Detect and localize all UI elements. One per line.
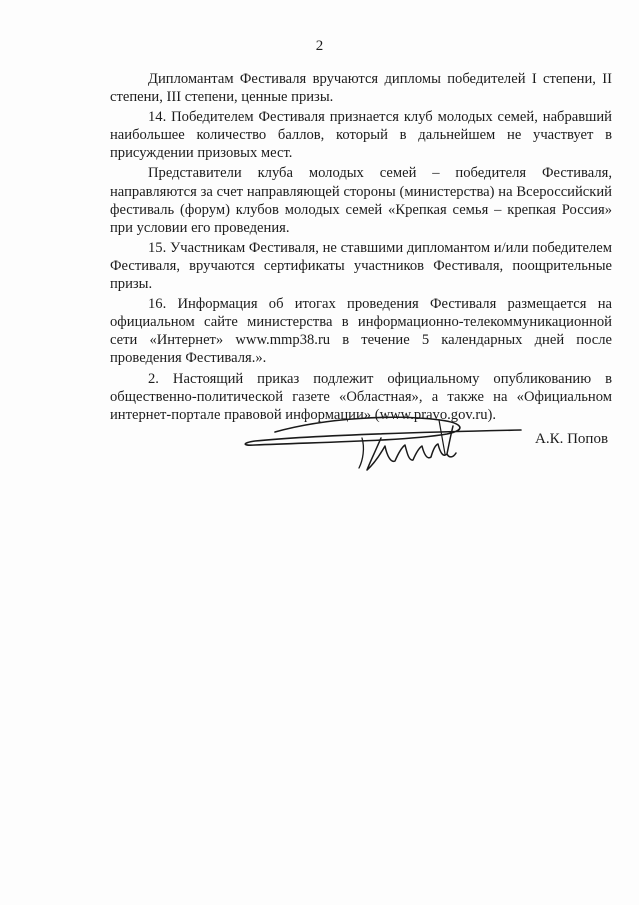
paragraph-item-16: 16. Информация об итогах проведения Фестиваля размещается на официальном сайте министерства в информационно-телекоммуникационной сети «Интернет» www.mmp38.ru в течение 5 календарных дней после проведения Фестиваля.». [110, 296, 612, 367]
paragraph-representatives: Представители клуба молодых семей – победителя Фестиваля, направляются за счет направляющей стороны (министерства) на Всероссийский фестиваль (форум) клубов молодых семей «Крепкая семья – крепкая Россия» при условии его проведения. [110, 165, 612, 236]
signature-block [235, 408, 615, 478]
handwritten-signature [235, 408, 525, 478]
paragraph-item-2: 2. Настоящий приказ подлежит официальному опубликованию в общественно-политической газете «Областная», а также на «Официальном интернет-портале правовой информации» (www.pravo.gov.ru). [110, 370, 612, 423]
paragraph-item-14: 14. Победителем Фестиваля признается клуб молодых семей, набравший наибольшее количество баллов, который в дальнейшем не участвует в присуждении призовых мест. [110, 109, 612, 162]
paragraph-diplomas: Дипломантам Фестиваля вручаются дипломы победителей I степени, II степени, III степени, ценные призы. [110, 71, 612, 106]
page-number: 2 [315, 38, 324, 54]
paragraph-item-15: 15. Участникам Фестиваля, не ставшими дипломантом и/или победителем Фестиваля, вручаются сертификаты участников Фестиваля, поощрительные призы. [110, 239, 612, 293]
document-body [110, 70, 612, 424]
signer-name: А.К. Попов [535, 431, 609, 447]
